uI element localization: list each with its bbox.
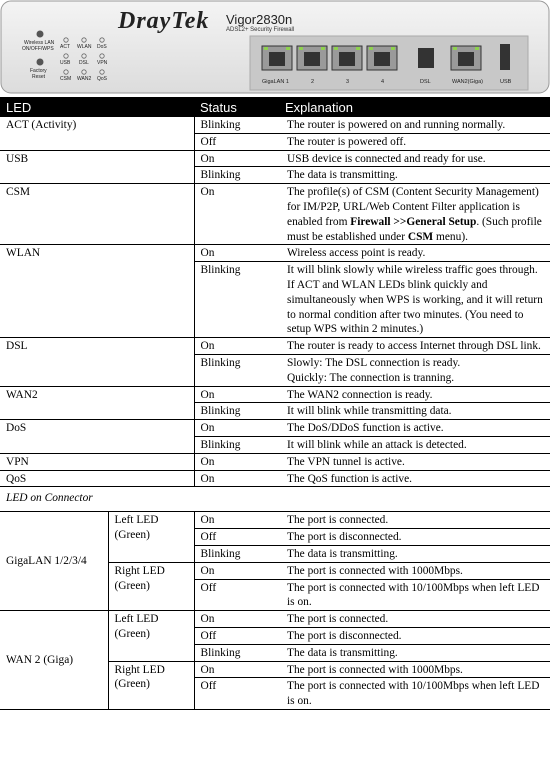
port-label-gigalan1: GigaLAN 1 — [262, 79, 289, 85]
led-name-cell: WLAN — [0, 245, 194, 338]
led-name-cell: WAN2 — [0, 386, 194, 420]
table-row — [0, 184, 550, 245]
port-label-3: 3 — [346, 79, 350, 85]
explanation-cell: The port is connected with 1000Mbps. — [279, 562, 550, 579]
explanation-cell: Wireless access point is ready. — [279, 245, 550, 262]
explanation-text: Quickly: The connection is tranning. — [287, 371, 455, 384]
explanation-text: If ACT and WLAN LEDs blink quickly and simultaneously when WPS is working, and it will return to normal condition after two minutes. (You need to setup WPS within 2 minutes.) — [287, 278, 543, 336]
status-cell: Off — [194, 529, 279, 546]
explanation-cell: The port is connected with 10/100Mbps when left LED is on. — [279, 678, 550, 710]
explanation-cell: The port is connected. — [279, 512, 550, 529]
table-row — [0, 245, 550, 262]
led-name-cell: ACT (Activity) — [0, 117, 194, 150]
explanation-cell: USB device is connected and ready for use. — [279, 150, 550, 167]
status-cell: On — [194, 245, 279, 262]
status-cell: Blinking — [194, 403, 279, 420]
table-header-row — [0, 97, 550, 117]
explanation-cell: The port is connected with 1000Mbps. — [279, 661, 550, 678]
table-row — [0, 512, 550, 529]
status-cell: On — [194, 512, 279, 529]
explanation-cell: The router is powered on and running normally. — [279, 117, 550, 133]
explanation-text: menu). — [433, 230, 468, 243]
led-label-qos: QoS — [97, 76, 108, 82]
status-cell: Off — [194, 579, 279, 611]
led-name-cell: QoS — [0, 470, 194, 487]
port-label-usb: USB — [500, 79, 512, 85]
status-cell: Blinking — [194, 354, 279, 386]
led-label-usb: USB — [60, 60, 71, 66]
status-cell: Blinking — [194, 644, 279, 661]
explanation-cell: It will blink while transmitting data. — [279, 403, 550, 420]
status-cell: On — [194, 562, 279, 579]
explanation-cell: The QoS function is active. — [279, 470, 550, 487]
header-status: Status — [194, 97, 279, 117]
status-cell: On — [194, 453, 279, 470]
led-label-csm: CSM — [60, 76, 72, 82]
explanation-cell: The data is transmitting. — [279, 167, 550, 184]
explanation-cell: The router is powered off. — [279, 133, 550, 150]
table-row — [0, 470, 550, 487]
table-row — [0, 420, 550, 437]
explanation-text: . (Such profile must be established under — [287, 215, 542, 243]
table-row — [0, 611, 550, 628]
reset-label-1: Factory — [30, 68, 47, 74]
header-explanation: Explanation — [279, 97, 550, 117]
status-cell: Off — [194, 627, 279, 644]
table-row — [0, 453, 550, 470]
model-subtitle: ADSL2+ Security Firewall — [226, 27, 295, 33]
status-cell: On — [194, 150, 279, 167]
wlan-button-label-2: ON/OFF/WPS — [22, 46, 54, 52]
status-cell: On — [194, 611, 279, 628]
explanation-text: It will blink slowly while wireless traffic goes through. — [287, 264, 538, 277]
explanation-cell: The port is disconnected. — [279, 627, 550, 644]
explanation-cell: The WAN2 connection is ready. — [279, 386, 550, 403]
connector-name-cell: WAN 2 (Giga) — [0, 611, 108, 710]
led-label-wlan: WLAN — [77, 44, 92, 50]
status-cell: Off — [194, 133, 279, 150]
status-cell: On — [194, 470, 279, 487]
menu-path-text: Firewall >>General Setup — [350, 215, 477, 228]
led-label-vpn: VPN — [97, 60, 108, 66]
status-cell: Blinking — [194, 262, 279, 338]
explanation-cell — [279, 354, 550, 386]
header-led: LED — [0, 97, 194, 117]
status-cell: Blinking — [194, 545, 279, 562]
led-label-dsl: DSL — [79, 60, 89, 66]
explanation-cell: The data is transmitting. — [279, 545, 550, 562]
status-cell: Blinking — [194, 167, 279, 184]
status-cell: On — [194, 420, 279, 437]
led-label-wan2: WAN2 — [77, 76, 92, 82]
port-label-dsl: DSL — [420, 79, 431, 85]
led-name-cell: USB — [0, 150, 194, 184]
port-label-2: 2 — [311, 79, 315, 85]
led-group-cell: Left LED (Green) — [108, 512, 194, 562]
explanation-cell — [279, 184, 550, 245]
explanation-cell: The DoS/DDoS function is active. — [279, 420, 550, 437]
table-row — [0, 338, 550, 355]
model-name: Vigor2830n — [226, 12, 293, 27]
explanation-cell: The router is ready to access Internet through DSL link. — [279, 338, 550, 355]
led-name-cell: DSL — [0, 338, 194, 386]
wlan-button-label-1: Wireless LAN — [24, 40, 55, 46]
port-label-4: 4 — [381, 79, 385, 85]
led-name-cell: CSM — [0, 184, 194, 245]
table-row — [0, 150, 550, 167]
table-row — [0, 386, 550, 403]
menu-name-text: CSM — [407, 230, 434, 243]
explanation-cell: It will blink while an attack is detected. — [279, 436, 550, 453]
section-title: LED on Connector — [0, 487, 550, 512]
status-cell: Off — [194, 678, 279, 710]
explanation-cell: The port is connected with 10/100Mbps when left LED is on. — [279, 579, 550, 611]
explanation-cell — [279, 262, 550, 338]
port-label-wan2: WAN2(Giga) — [452, 79, 483, 85]
explanation-text: Slowly: The DSL connection is ready. — [287, 356, 461, 369]
status-cell: On — [194, 338, 279, 355]
explanation-text: The profile(s) of CSM (Content Security Management) for IM/P2P, URL/Web Content Filter application is enabled from — [287, 186, 539, 228]
status-cell: Blinking — [194, 436, 279, 453]
connector-name-cell: GigaLAN 1/2/3/4 — [0, 512, 108, 611]
explanation-cell: The data is transmitting. — [279, 644, 550, 661]
led-group-cell: Right LED (Green) — [108, 562, 194, 610]
section-row — [0, 487, 550, 512]
table-row — [0, 117, 550, 133]
status-cell: On — [194, 661, 279, 678]
led-name-cell: DoS — [0, 420, 194, 454]
status-cell: On — [194, 386, 279, 403]
router-front-panel-image — [0, 0, 550, 95]
explanation-cell: The VPN tunnel is active. — [279, 453, 550, 470]
status-cell: Blinking — [194, 117, 279, 133]
led-label-act: ACT — [60, 44, 70, 50]
led-name-cell: VPN — [0, 453, 194, 470]
explanation-cell: The port is connected. — [279, 611, 550, 628]
led-table — [0, 97, 550, 710]
reset-label-2: Reset — [32, 74, 46, 80]
explanation-cell: The port is disconnected. — [279, 529, 550, 546]
led-group-cell: Right LED (Green) — [108, 661, 194, 709]
brand-logo: DrayTek — [118, 8, 210, 34]
led-label-dos: DoS — [97, 44, 107, 50]
led-group-cell: Left LED (Green) — [108, 611, 194, 661]
status-cell: On — [194, 184, 279, 245]
